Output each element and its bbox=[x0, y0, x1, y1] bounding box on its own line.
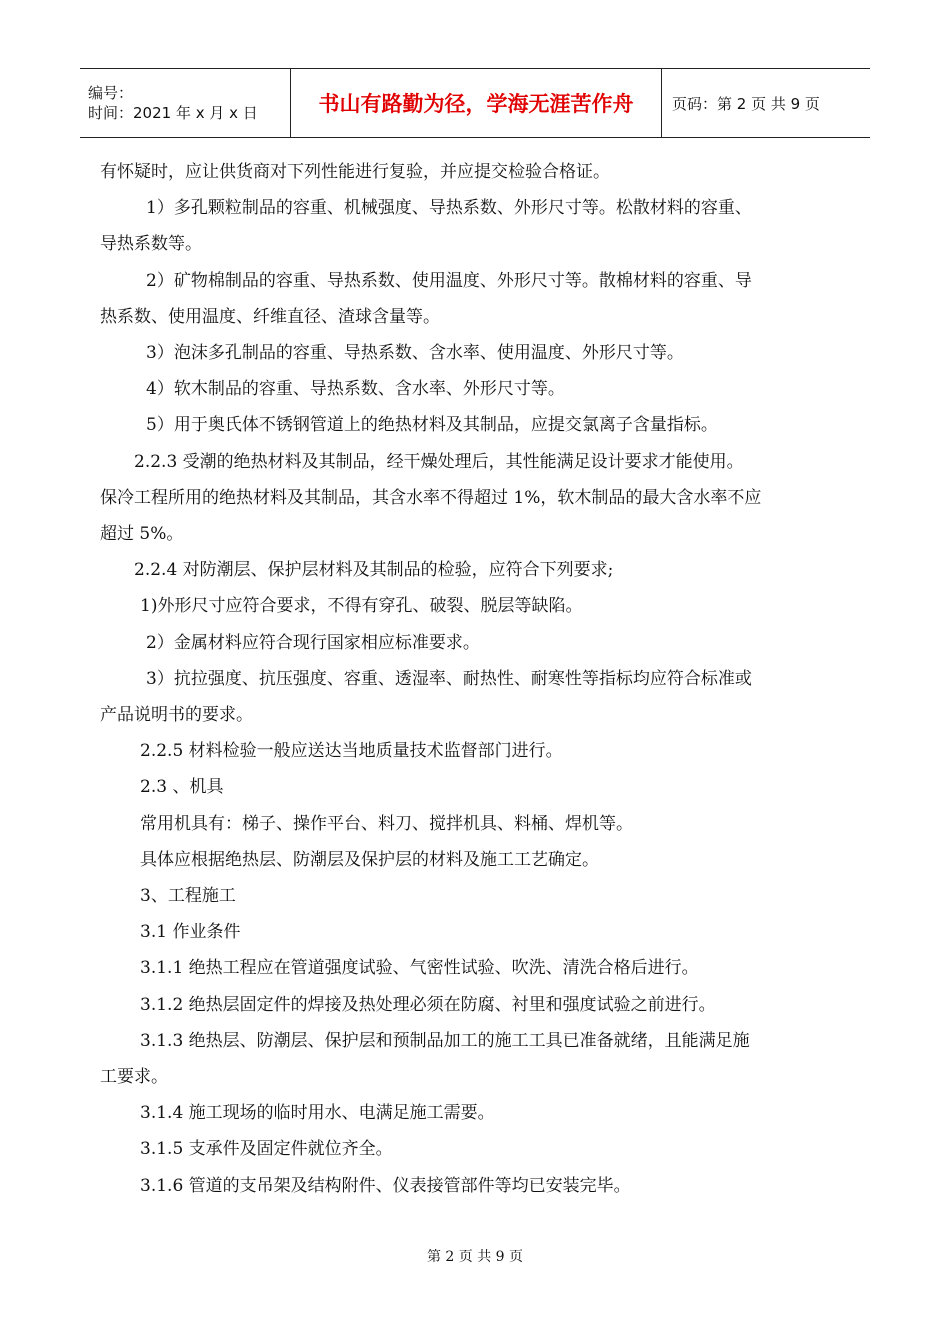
text-line: 4）软木制品的容重、导热系数、含水率、外形尺寸等。 bbox=[146, 379, 565, 400]
text-line: 2）矿物棉制品的容重、导热系数、使用温度、外形尺寸等。散棉材料的容重、导 bbox=[146, 270, 752, 291]
text-line: 2.3 、机具 bbox=[140, 777, 224, 798]
text-line: 3.1.6 管道的支吊架及结构附件、仪表接管部件等均已安装完毕。 bbox=[140, 1175, 631, 1196]
text-line: 工要求。 bbox=[100, 1067, 168, 1088]
text-line: 保冷工程所用的绝热材料及其制品，其含水率不得超过 1%，软木制品的最大含水率不应 bbox=[100, 487, 762, 508]
text-line: 3.1.3 绝热层、防潮层、保护层和预制品加工的施工工具已准备就绪，且能满足施 bbox=[140, 1030, 750, 1051]
text-line: 2.2.4 对防潮层、保护层材料及其制品的检验，应符合下列要求; bbox=[134, 560, 614, 581]
text-line: 1)外形尺寸应符合要求，不得有穿孔、破裂、脱层等缺陷。 bbox=[140, 596, 583, 617]
text-line: 2）金属材料应符合现行国家相应标准要求。 bbox=[146, 632, 480, 653]
text-line: 超过 5%。 bbox=[100, 524, 184, 545]
text-line: 3.1.4 施工现场的临时用水、电满足施工需要。 bbox=[140, 1103, 495, 1124]
text-line: 产品说明书的要求。 bbox=[100, 705, 253, 726]
text-line: 3.1.2 绝热层固定件的焊接及热处理必须在防腐、衬里和强度试验之前进行。 bbox=[140, 994, 716, 1015]
page-footer: 第 2 页 共 9 页 bbox=[426, 1249, 524, 1265]
text-line: 热系数、使用温度、纤维直径、渣球含量等。 bbox=[100, 306, 440, 327]
header-page-number: 页码：第 2 页 共 9 页 bbox=[672, 94, 820, 113]
text-line: 2.2.5 材料检验一般应送达当地质量技术监督部门进行。 bbox=[140, 741, 563, 762]
text-line: 3）泡沫多孔制品的容重、导热系数、含水率、使用温度、外形尺寸等。 bbox=[146, 343, 684, 364]
page-header bbox=[80, 68, 870, 138]
header-motto: 书山有路勤为径，学海无涯苦作舟 bbox=[291, 69, 662, 137]
text-line: 常用机具有：梯子、操作平台、料刀、搅拌机具、料桶、焊机等。 bbox=[140, 813, 633, 834]
text-line: 有怀疑时，应让供货商对下列性能进行复验，并应提交检验合格证。 bbox=[100, 162, 610, 182]
document-time-label: 时间：2021 年 x 月 x 日 bbox=[88, 104, 258, 122]
text-line: 3.1 作业条件 bbox=[140, 922, 241, 943]
text-line: 具体应根据绝热层、防潮层及保护层的材料及施工工艺确定。 bbox=[140, 849, 599, 870]
text-line: 3.1.5 支承件及固定件就位齐全。 bbox=[140, 1139, 393, 1160]
text-line: 导热系数等。 bbox=[100, 234, 202, 255]
text-line: 1）多孔颗粒制品的容重、机械强度、导热系数、外形尺寸等。松散材料的容重、 bbox=[146, 198, 752, 219]
header-meta bbox=[80, 69, 291, 137]
text-line: 2.2.3 受潮的绝热材料及其制品，经干燥处理后，其性能满足设计要求才能使用。 bbox=[134, 451, 744, 472]
text-line: 3.1.1 绝热工程应在管道强度试验、气密性试验、吹洗、清洗合格后进行。 bbox=[140, 958, 699, 979]
text-line: 3、工程施工 bbox=[140, 886, 236, 907]
text-line: 3）抗拉强度、抗压强度、容重、透湿率、耐热性、耐寒性等指标均应符合标准或 bbox=[146, 668, 752, 689]
document-number-label: 编号： bbox=[88, 84, 134, 102]
document-body bbox=[100, 154, 840, 1204]
text-line: 5）用于奥氏体不锈钢管道上的绝热材料及其制品，应提交氯离子含量指标。 bbox=[146, 415, 718, 436]
